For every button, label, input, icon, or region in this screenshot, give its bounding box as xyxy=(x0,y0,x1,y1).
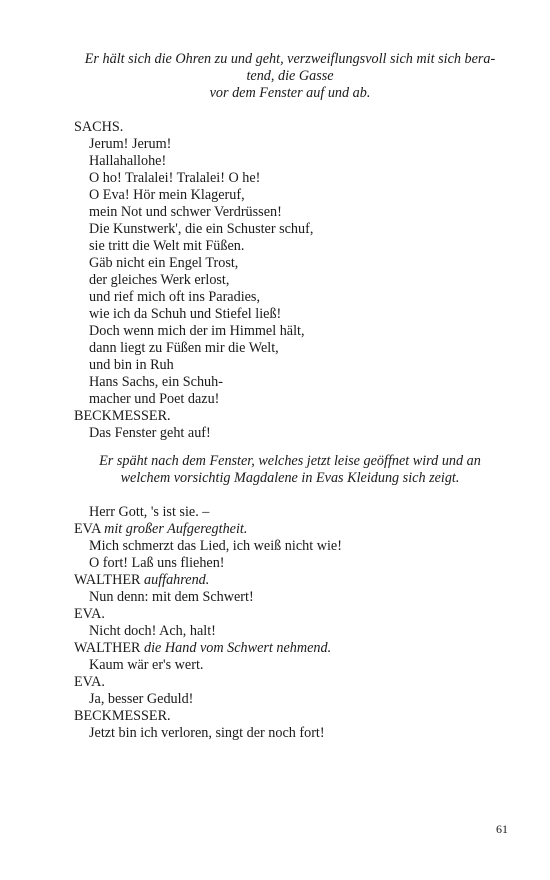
verse-line: Jetzt bin ich verloren, singt der noch fort! xyxy=(89,725,325,741)
speaker-direction: auffahrend. xyxy=(144,572,210,588)
verse-line: Herr Gott, 's ist sie. – xyxy=(89,504,210,520)
verse-line: O Eva! Hör mein Klageruf, xyxy=(89,187,245,203)
verse-line: Nun denn: mit dem Schwert! xyxy=(89,589,254,605)
speaker-name: BECKMESSER. xyxy=(74,708,171,724)
verse-line: Kaum wär er's wert. xyxy=(89,657,204,673)
speaker-line xyxy=(74,408,514,425)
stage-direction-line: welchem vorsichtig Magdalene in Evas Kleidung sich zeigt. xyxy=(120,470,460,486)
verse-line: und rief mich oft ins Paradies, xyxy=(89,289,260,305)
verse-line: Hans Sachs, ein Schuh- xyxy=(89,374,223,390)
verse-line: Nicht doch! Ach, halt! xyxy=(89,623,216,639)
verse-line: macher und Poet dazu! xyxy=(89,391,220,407)
speaker-name: EVA xyxy=(74,521,101,537)
verse-line: der gleiches Werk erlost, xyxy=(89,272,230,288)
verse-line: mein Not und schwer Verdrüssen! xyxy=(89,204,282,220)
dialogue-block-2 xyxy=(74,504,514,742)
stage-direction-line: tend, die Gasse xyxy=(246,68,334,84)
verse-line: Gäb nicht ein Engel Trost, xyxy=(89,255,239,271)
stage-direction-line: vor dem Fenster auf und ab. xyxy=(209,85,371,101)
speaker-direction: die Hand vom Schwert nehmend. xyxy=(144,640,332,656)
verse-line: O ho! Tralalei! Tralalei! O he! xyxy=(89,170,261,186)
page-number: 61 xyxy=(496,822,508,836)
speaker-line xyxy=(74,640,514,657)
verse-line: und bin in Ruh xyxy=(89,357,174,373)
speaker-name: EVA. xyxy=(74,674,105,690)
stage-direction-2 xyxy=(72,453,508,487)
verse-line: Jerum! Jerum! xyxy=(89,136,172,152)
verse-line: O fort! Laß uns fliehen! xyxy=(89,555,225,571)
speaker-line xyxy=(74,606,514,623)
dialogue-block-1 xyxy=(74,119,514,442)
stage-direction-line: Er späht nach dem Fenster, welches jetzt leise geöffnet wird und an xyxy=(99,453,481,469)
speaker-name: SACHS. xyxy=(74,119,124,135)
speaker-name: WALTHER xyxy=(74,640,141,656)
verse-line: dann liegt zu Füßen mir die Welt, xyxy=(89,340,279,356)
stage-direction-line: Er hält sich die Ohren zu und geht, verzweiflungsvoll sich mit sich bera- xyxy=(84,51,496,67)
verse-line: Ja, besser Geduld! xyxy=(89,691,194,707)
speaker-line xyxy=(74,674,514,691)
stage-direction-1 xyxy=(70,51,510,102)
verse-line: Doch wenn mich der im Himmel hält, xyxy=(89,323,305,339)
speaker-line xyxy=(74,708,514,725)
speaker-direction: mit großer Aufgeregtheit. xyxy=(104,521,248,537)
speaker-line xyxy=(74,521,514,538)
speaker-line xyxy=(74,119,514,136)
speaker-name: EVA. xyxy=(74,606,105,622)
verse-line: wie ich da Schuh und Stiefel ließ! xyxy=(89,306,282,322)
verse-line: Mich schmerzt das Lied, ich weiß nicht wie! xyxy=(89,538,342,554)
speaker-line xyxy=(74,572,514,589)
verse-line: sie tritt die Welt mit Füßen. xyxy=(89,238,245,254)
speaker-name: WALTHER xyxy=(74,572,141,588)
verse-line: Das Fenster geht auf! xyxy=(89,425,211,441)
verse-line: Hallahallohe! xyxy=(89,153,167,169)
verse-line: Die Kunstwerk', die ein Schuster schuf, xyxy=(89,221,314,237)
speaker-name: BECKMESSER. xyxy=(74,408,171,424)
